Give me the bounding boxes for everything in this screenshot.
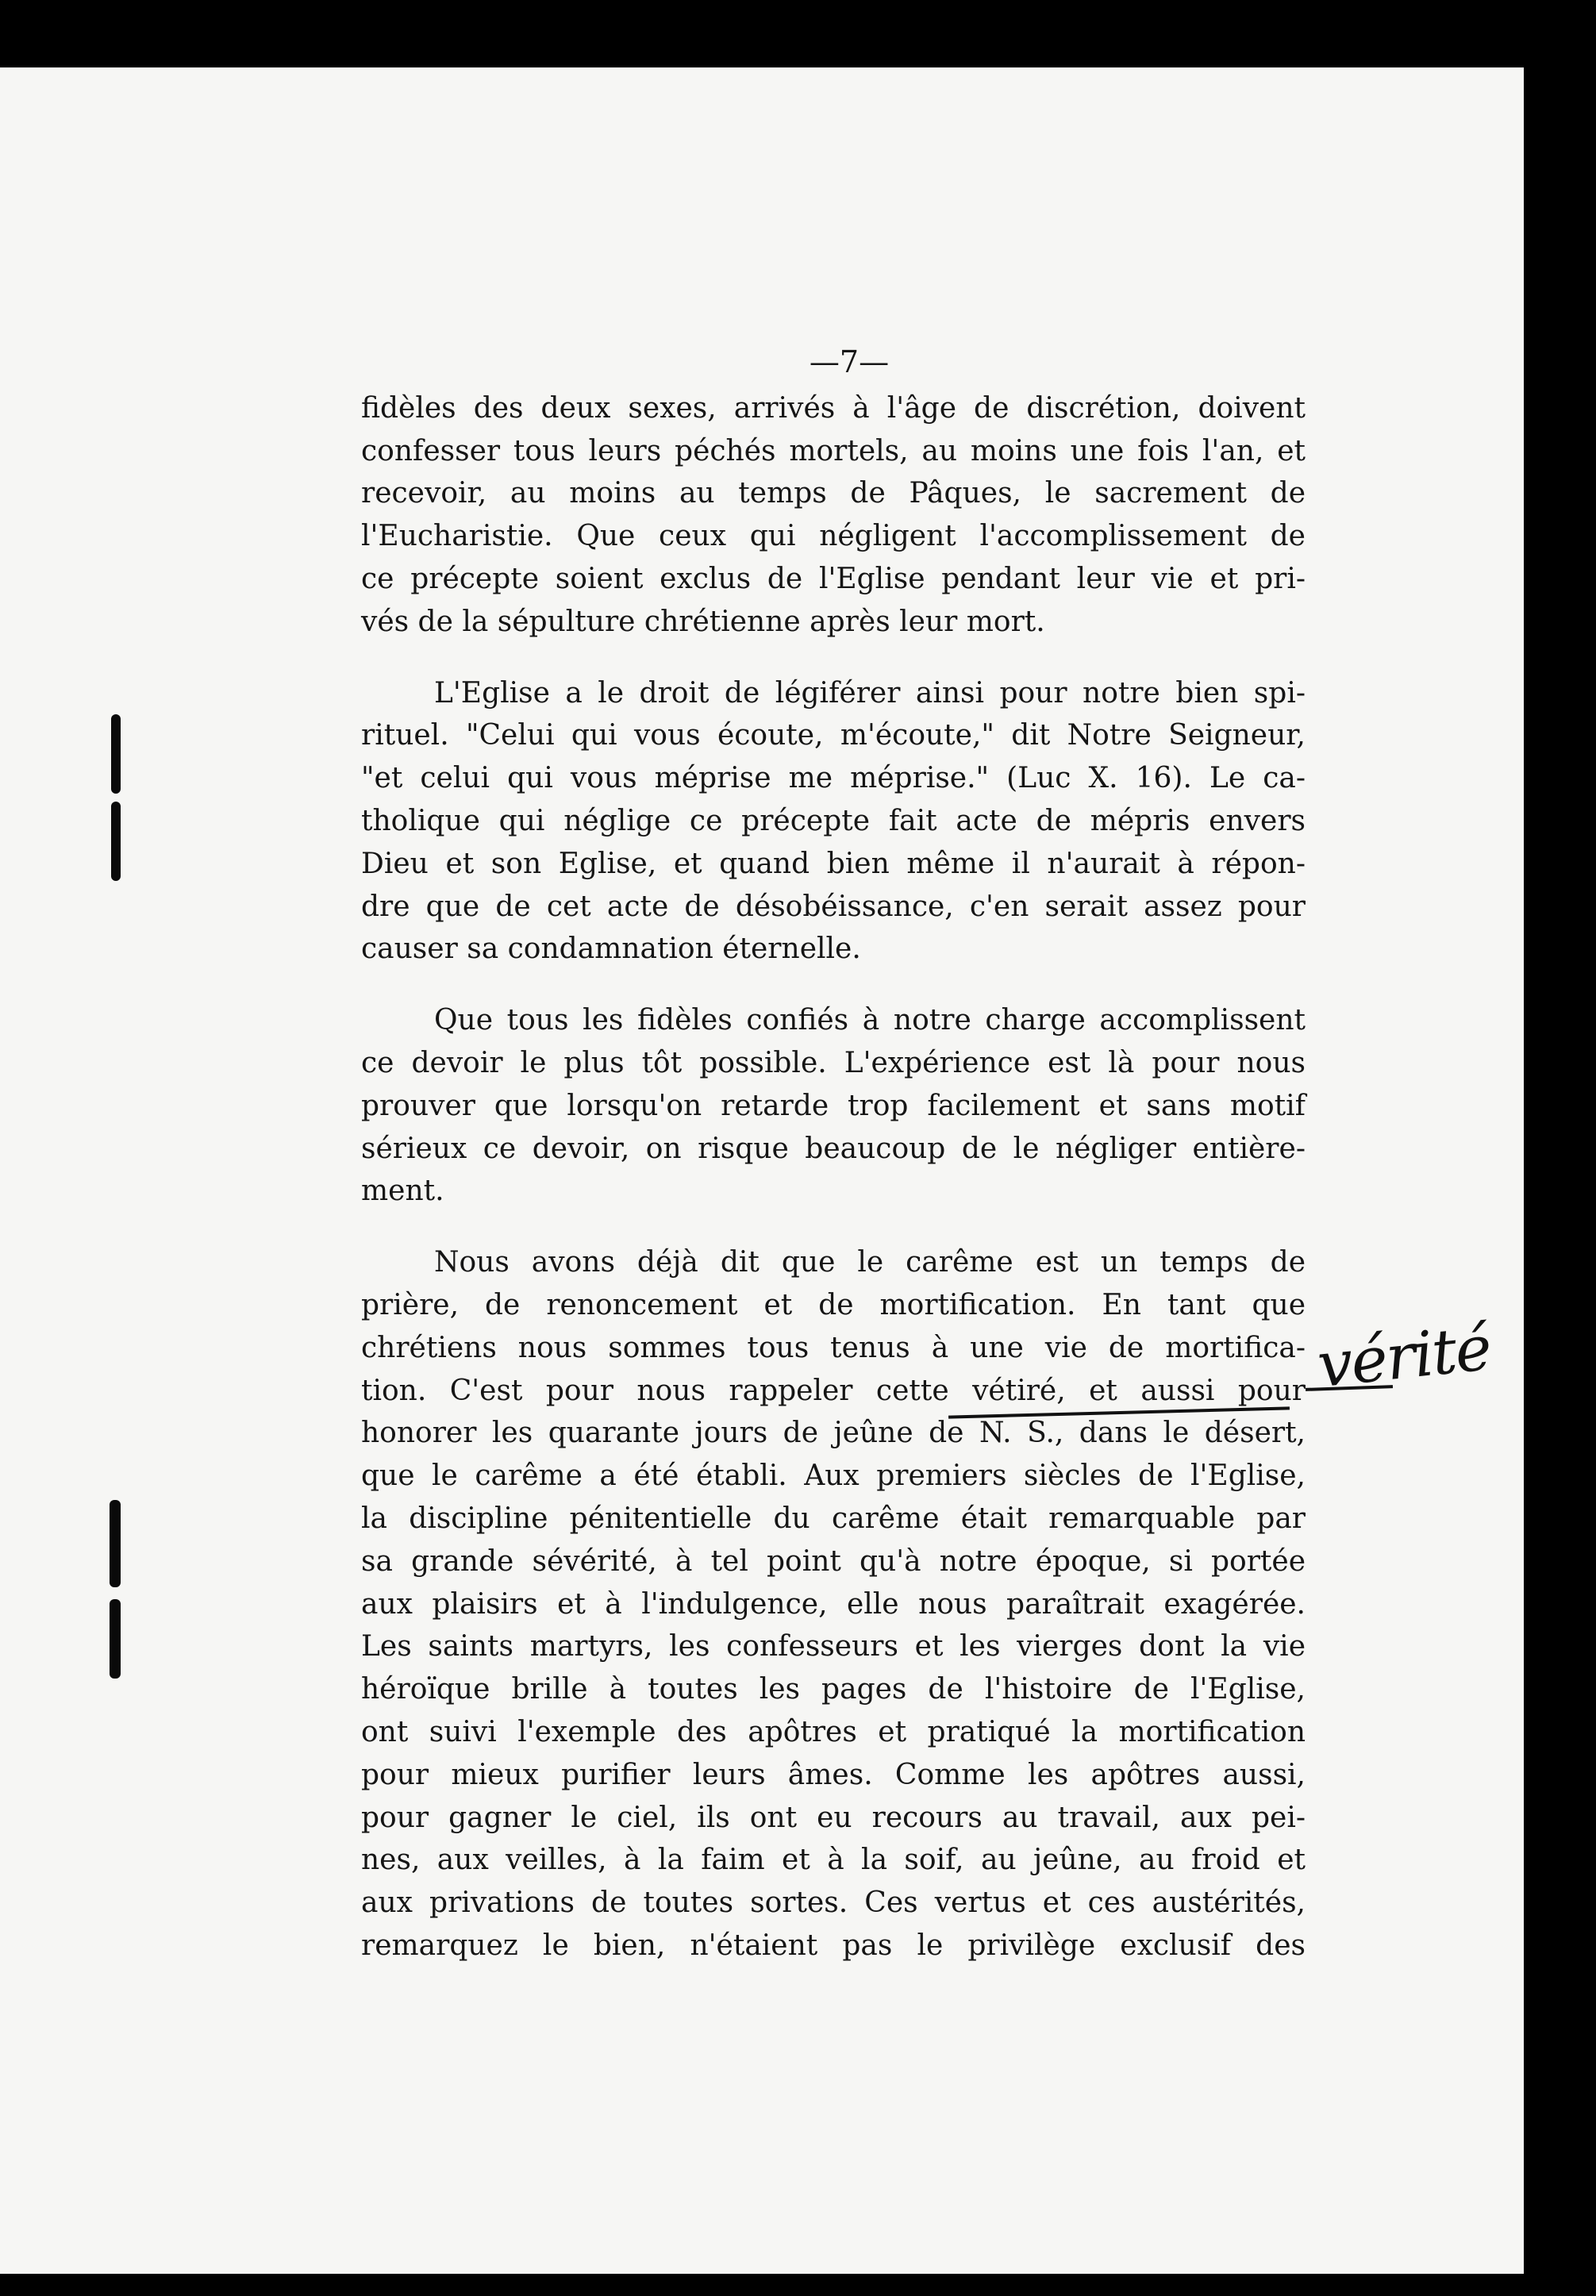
handwritten-annotation: vérité bbox=[1313, 1312, 1494, 1402]
text-line: héroïque brille à toutes les pages de l'histoire de l'Eglise, bbox=[361, 1673, 1306, 1706]
text-line: prière, de renoncement et de mortification. En tant que bbox=[361, 1288, 1306, 1321]
text-line: tholique qui néglige ce précepte fait acte de mépris envers bbox=[361, 804, 1306, 837]
paragraph bbox=[361, 1241, 1306, 1967]
paragraph bbox=[361, 387, 1306, 644]
text-line: Nous avons déjà dit que le carême est un temps de bbox=[434, 1246, 1306, 1279]
text-line: la discipline pénitentielle du carême était remarquable par bbox=[361, 1502, 1306, 1535]
text-line: ce précepte soient exclus de l'Eglise pendant leur vie et pri- bbox=[361, 562, 1306, 595]
text-line: Que tous les fidèles confiés à notre charge accomplissent bbox=[434, 1004, 1306, 1037]
margin-bar-mark bbox=[110, 1500, 121, 1587]
text-line: ont suivi l'exemple des apôtres et pratiqué la mortification bbox=[361, 1715, 1306, 1748]
text-line: rituel. "Celui qui vous écoute, m'écoute," dit Notre Seigneur, bbox=[361, 719, 1306, 752]
text-line: chrétiens nous sommes tous tenus à une vie de mortifica- bbox=[361, 1331, 1306, 1364]
text-line: aux plaisirs et à l'indulgence, elle nous paraîtrait exagérée. bbox=[361, 1587, 1306, 1621]
text-line: nes, aux veilles, à la faim et à la soif, au jeûne, au froid et bbox=[361, 1844, 1306, 1877]
page-body bbox=[361, 341, 1306, 1996]
page-number: —7— bbox=[809, 344, 890, 379]
text-line: confesser tous leurs péchés mortels, au moins une fois l'an, et bbox=[361, 434, 1306, 467]
text-line: aux privations de toutes sortes. Ces vertus et ces austérités, bbox=[361, 1886, 1306, 1920]
text-line: "et celui qui vous méprise me méprise." (Luc X. 16). Le ca- bbox=[361, 762, 1306, 795]
text-line: dre que de cet acte de désobéissance, c'en serait assez pour bbox=[361, 890, 1306, 923]
paragraph bbox=[361, 672, 1306, 971]
text-line: fidèles des deux sexes, arrivés à l'âge de discrétion, doivent bbox=[361, 391, 1306, 425]
text-line: l'Eucharistie. Que ceux qui négligent l'accomplissement de bbox=[361, 520, 1306, 553]
text-line: L'Eglise a le droit de légiférer ainsi pour notre bien spi- bbox=[434, 676, 1306, 710]
margin-bar-mark bbox=[111, 714, 121, 794]
text-line: tion. C'est pour nous rappeler cette vétiré, et aussi pour bbox=[361, 1374, 1306, 1407]
text-line: prouver que lorsqu'on retarde trop facilement et sans motif bbox=[361, 1089, 1306, 1122]
text-line: ce devoir le plus tôt possible. L'expérience est là pour nous bbox=[361, 1046, 1306, 1079]
margin-bar-mark bbox=[111, 802, 121, 881]
text-line: recevoir, au moins au temps de Pâques, le sacrement de bbox=[361, 477, 1306, 510]
text-line: sa grande sévérité, à tel point qu'à notre époque, si portée bbox=[361, 1544, 1306, 1578]
text-line: causer sa condamnation éternelle. bbox=[361, 933, 861, 966]
text-line: honorer les quarante jours de jeûne de N. S., dans le désert, bbox=[361, 1417, 1306, 1450]
text-line: Les saints martyrs, les confesseurs et les vierges dont la vie bbox=[361, 1630, 1306, 1663]
text-line: pour mieux purifier leurs âmes. Comme les apôtres aussi, bbox=[361, 1758, 1306, 1791]
text-line: que le carême a été établi. Aux premiers siècles de l'Eglise, bbox=[361, 1460, 1306, 1493]
margin-bar-mark bbox=[110, 1599, 121, 1679]
text-line: ment. bbox=[361, 1175, 444, 1208]
text-line: pour gagner le ciel, ils ont eu recours au travail, aux pei- bbox=[361, 1801, 1306, 1834]
text-line: remarquez le bien, n'étaient pas le privilège exclusif des bbox=[361, 1929, 1306, 1962]
text-line: Dieu et son Eglise, et quand bien même il n'aurait à répon- bbox=[361, 847, 1306, 880]
text-line: sérieux ce devoir, on risque beaucoup de le négliger entière- bbox=[361, 1132, 1306, 1165]
text-line: vés de la sépulture chrétienne après leur mort. bbox=[361, 605, 1045, 638]
paragraph bbox=[361, 999, 1306, 1213]
